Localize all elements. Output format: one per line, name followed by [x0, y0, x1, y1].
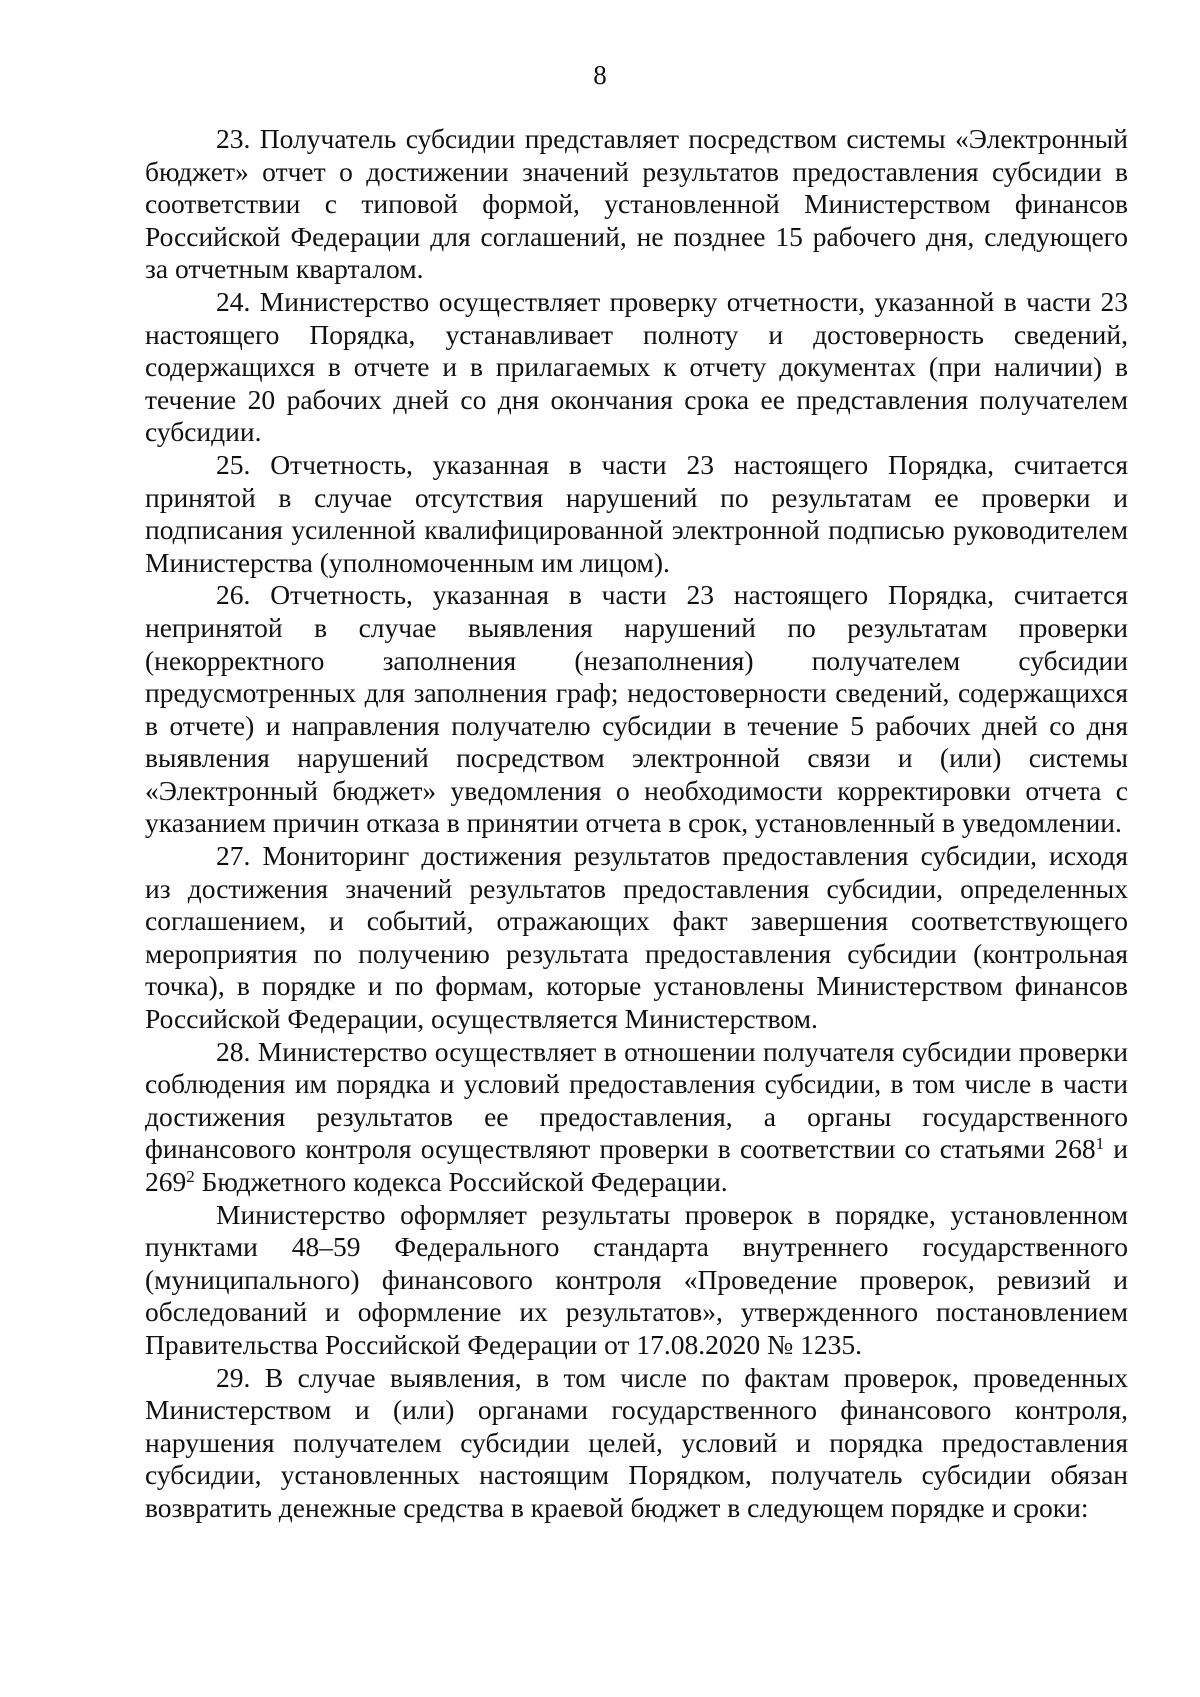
page-number: 8	[593, 60, 607, 90]
paragraph-24: 24. Министерство осуществляет проверку отчетности, указанной в части 23 настоящего Порядка, устанавливает полноту и достоверность сведений, содержащихся в отчете и в прилагаемых к отчету документах (при наличии) в течение 20 рабочих дней со дня окончания срока ее представления получателем субсидии.	[145, 285, 1128, 448]
paragraph-28-text-middle: и 269	[145, 1133, 1129, 1197]
paragraph-23: 23. Получатель субсидии представляет посредством системы «Электронный бюджет» отчет о достижении значений результатов предоставления субсидии в соответствии с типовой формой, установленной Министерством финансов Российской Федерации для соглашений, не позднее 15 рабочего дня, следующего за отчетным кварталом.	[145, 123, 1128, 285]
paragraph-27: 27. Мониторинг достижения результатов предоставления субсидии, исходя из достижения значений результатов предоставления субсидии, определенных соглашением, и событий, отражающих факт завершения соответствующего мероприятия по получению результата предоставления субсидии (контрольная точка), в порядке и по формам, которые установлены Министерством финансов Российской Федерации, осуществляется Министерством.	[145, 840, 1128, 1035]
paragraph-28-text-end: Бюджетного кодекса Российской Федерации.	[194, 1166, 728, 1197]
document-body	[145, 123, 1128, 1525]
paragraph-29: 29. В случае выявления, в том числе по фактам проверок, проведенных Министерством и (или) органами государственного финансового контроля, нарушения получателем субсидии целей, условий и порядка предоставления субсидии, установленных настоящим Порядком, получатель субсидии обязан возвратить денежные средства в краевой бюджет в следующем порядке и сроки:	[145, 1361, 1128, 1523]
paragraph-25: 25. Отчетность, указанная в части 23 настоящего Порядка, считается принятой в случае отсутствия нарушений по результатам ее проверки и подписания усиленной квалифицированной электронной подписью руководителем Министерства (уполномоченным им лицом).	[145, 448, 1128, 578]
paragraph-28-text-start: 28. Министерство осуществляет в отношении получателя субсидии проверки соблюдения им порядка и условий предоставления субсидии, в том числе в части достижения результатов ее предоставления, а органы государственного финансового контроля осуществляют проверки в соответствии со статьями 268	[145, 1035, 1128, 1165]
superscript-2: 2	[186, 1167, 195, 1186]
paragraph-28	[145, 1036, 1128, 1199]
paragraph-28-continuation: Министерство оформляет результаты проверок в порядке, установленном пунктами 48–59 Федерального стандарта внутреннего государственного (муниципального) финансового контроля «Проведение проверок, ревизий и обследований и оформление их результатов», утвержденного постановлением Правительства Российской Федерации от 17.08.2020 № 1235.	[145, 1198, 1128, 1360]
superscript-1: 1	[1095, 1134, 1105, 1154]
paragraph-26: 26. Отчетность, указанная в части 23 настоящего Порядка, считается непринятой в случае выявления нарушений по результатам проверки (некорректного заполнения (незаполнения) получателем субсидии предусмотренных для заполнения граф; недостоверности сведений, содержащихся в отчете) и направления получателю субсидии в течение 5 рабочих дней со дня выявления нарушений посредством электронной связи и (или) системы «Электронный бюджет» уведомления о необходимости корректировки отчета с указанием причин отказа в принятии отчета в срок, установленный в уведомлении.	[145, 579, 1128, 839]
